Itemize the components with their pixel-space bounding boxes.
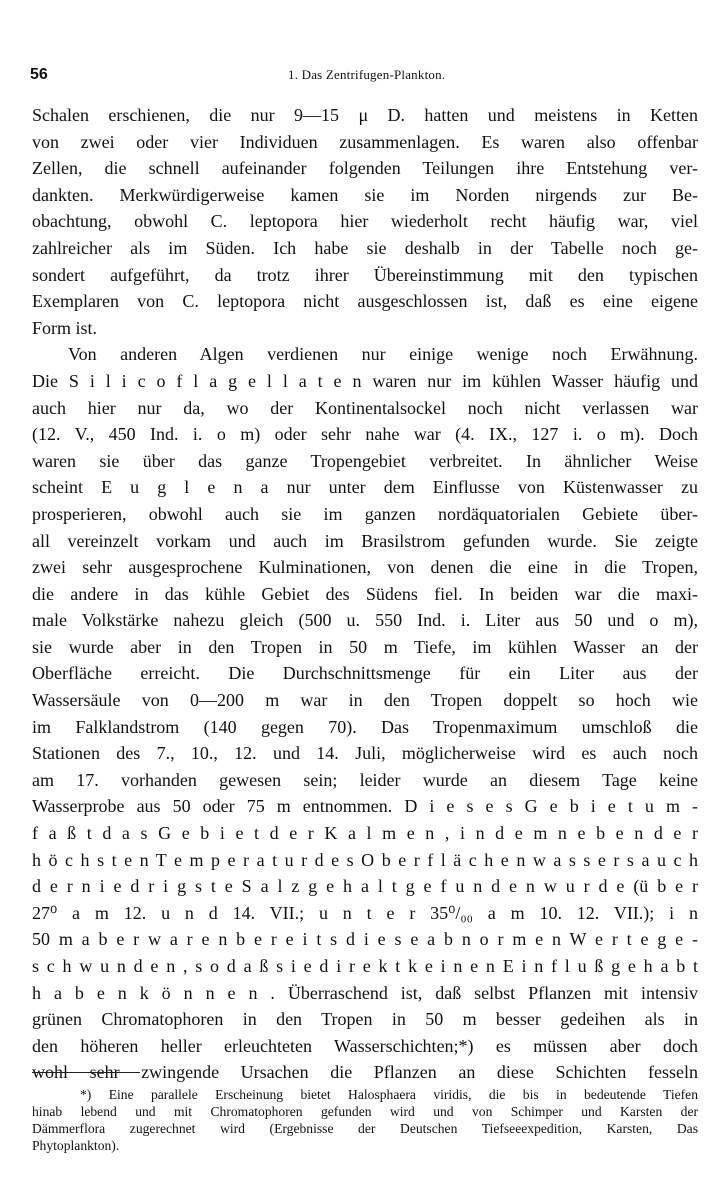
body-line: Wasserprobe aus 50 oder 75 m entnommen. D i e s e s G e b i e t u m - — [32, 796, 698, 817]
footnote-line: Dämmerflora zugerechnet wird (Ergebnisse der Deutschen Tiefseeexpedition, Karsten, Das — [32, 1121, 698, 1136]
body-line: h a b e n k ö n n e n . Überraschend ist, daß selbst Pflanzen mit intensiv — [32, 982, 698, 1003]
body-line: dankten. Merkwürdigerweise kamen sie im Norden nirgends zur Be- — [32, 184, 698, 205]
body-line: von zwei oder vier Individuen zusammenlagen. Es waren also offenbar — [32, 131, 698, 152]
body-line: waren sie über das ganze Tropengebiet verbreitet. In ähnlicher Weise — [32, 450, 698, 471]
body-line: Form ist. — [32, 317, 98, 338]
body-line: prosperieren, obwohl auch sie im ganzen nordäquatorialen Gebiete über- — [32, 503, 698, 524]
body-line: obachtung, obwohl C. leptopora hier wiederholt recht häufig war, viel — [32, 211, 698, 232]
body-text — [32, 102, 698, 1086]
body-line: Stationen des 7., 10., 12. und 14. Juli, möglicherweise wird es auch noch — [32, 743, 698, 764]
page-number: 56 — [30, 66, 48, 83]
body-line: Oberfläche erreicht. Die Durchschnittsmenge für ein Liter aus der — [32, 663, 698, 684]
body-line: auch hier nur da, wo der Kontinentalsockel noch nicht verlassen war — [32, 397, 698, 418]
body-line: den höheren heller erleuchteten Wasserschichten;*) es müssen aber doch — [32, 1035, 698, 1056]
body-line: (12. V., 450 Ind. i. o m) oder sehr nahe war (4. IX., 127 i. o m). Doch — [32, 424, 698, 445]
body-line: 27⁰ a m 12. u n d 14. VII.; u n t e r 35⁰/₀₀ a m 10. 12. VII.); i n — [32, 902, 698, 923]
footnote — [32, 1086, 698, 1154]
body-line: all vereinzelt vorkam und auch im Brasilstrom gefunden wurde. Sie zeigte — [32, 530, 698, 551]
body-line: male Volkstärke nahezu gleich (500 u. 550 Ind. i. Liter aus 50 und o m), — [32, 610, 698, 631]
body-line: scheint E u g l e n a nur unter dem Einflusse von Küstenwasser zu — [32, 477, 698, 498]
body-line: sie wurde aber in den Tropen in 50 m Tiefe, im kühlen Wasser an der — [32, 636, 698, 657]
running-head: 1. Das Zentrifugen-Plankton. — [288, 67, 446, 82]
body-line: am 17. vorhanden gewesen sein; leider wurde an diesem Tage keine — [32, 769, 698, 790]
body-line: wohl sehr zwingende Ursachen die Pflanzen an diese Schichten fesseln — [32, 1062, 698, 1083]
body-line: zwei sehr ausgesprochene Kulminationen, von denen die eine in die Tropen, — [32, 557, 698, 578]
body-line: Die S i l i c o f l a g e l l a t e n waren nur im kühlen Wasser häufig und — [32, 370, 698, 391]
body-line: zahlreicher als im Süden. Ich habe sie deshalb in der Tabelle noch ge- — [32, 237, 698, 258]
page-header — [30, 66, 700, 88]
body-line: die andere in das kühle Gebiet des Südens fiel. In beiden war die maxi- — [32, 583, 698, 604]
footnote-divider — [32, 1072, 140, 1073]
footnote-line: *) Eine parallele Erscheinung bietet Halosphaera viridis, die bis in bedeutende Tiefen — [80, 1087, 698, 1102]
body-line: Schalen erschienen, die nur 9—15 μ D. hatten und meistens in Ketten — [32, 105, 698, 125]
body-line: im Falklandstrom (140 gegen 70). Das Tropenmaximum umschloß die — [32, 716, 698, 737]
body-line: grünen Chromatophoren in den Tropen in 50 m besser gedeihen als in — [32, 1009, 698, 1030]
footnote-line: hinab lebend und mit Chromatophoren gefunden wird und von Schimper und Karsten der — [32, 1104, 698, 1119]
footnote-line: Phytoplankton). — [32, 1138, 120, 1153]
body-line: Wassersäule von 0—200 m war in den Tropen doppelt so hoch wie — [32, 690, 698, 711]
paragraph-start: Von anderen Algen verdienen nur einige wenige noch Erwähnung. — [68, 344, 698, 365]
body-line: 50 m a b e r w a r e n b e r e i t s d i e s e a b n o r m e n W e r t e g e - — [32, 929, 698, 950]
body-line: h ö c h s t e n T e m p e r a t u r d e s O b e r f l ä c h e n w a s s e r s a u c h — [32, 849, 698, 870]
body-line: Zellen, die schnell aufeinander folgenden Teilungen ihre Entstehung ver- — [32, 158, 698, 179]
body-line: f a ß t d a s G e b i e t d e r K a l m e n , i n d e m n e b e n d e r — [32, 823, 698, 844]
body-line: Exemplaren von C. leptopora nicht ausgeschlossen ist, daß es eine eigene — [32, 291, 698, 312]
body-line: d e r n i e d r i g s t e S a l z g e h a l t g e f u n d e n w u r d e (ü b e r — [32, 876, 698, 897]
body-line: s c h w u n d e n , s o d a ß s i e d i r e k t k e i n e n E i n f l u ß g e h a b t — [32, 956, 698, 976]
body-line: sondert aufgeführt, da trotz ihrer Übereinstimmung mit den typischen — [32, 264, 698, 285]
